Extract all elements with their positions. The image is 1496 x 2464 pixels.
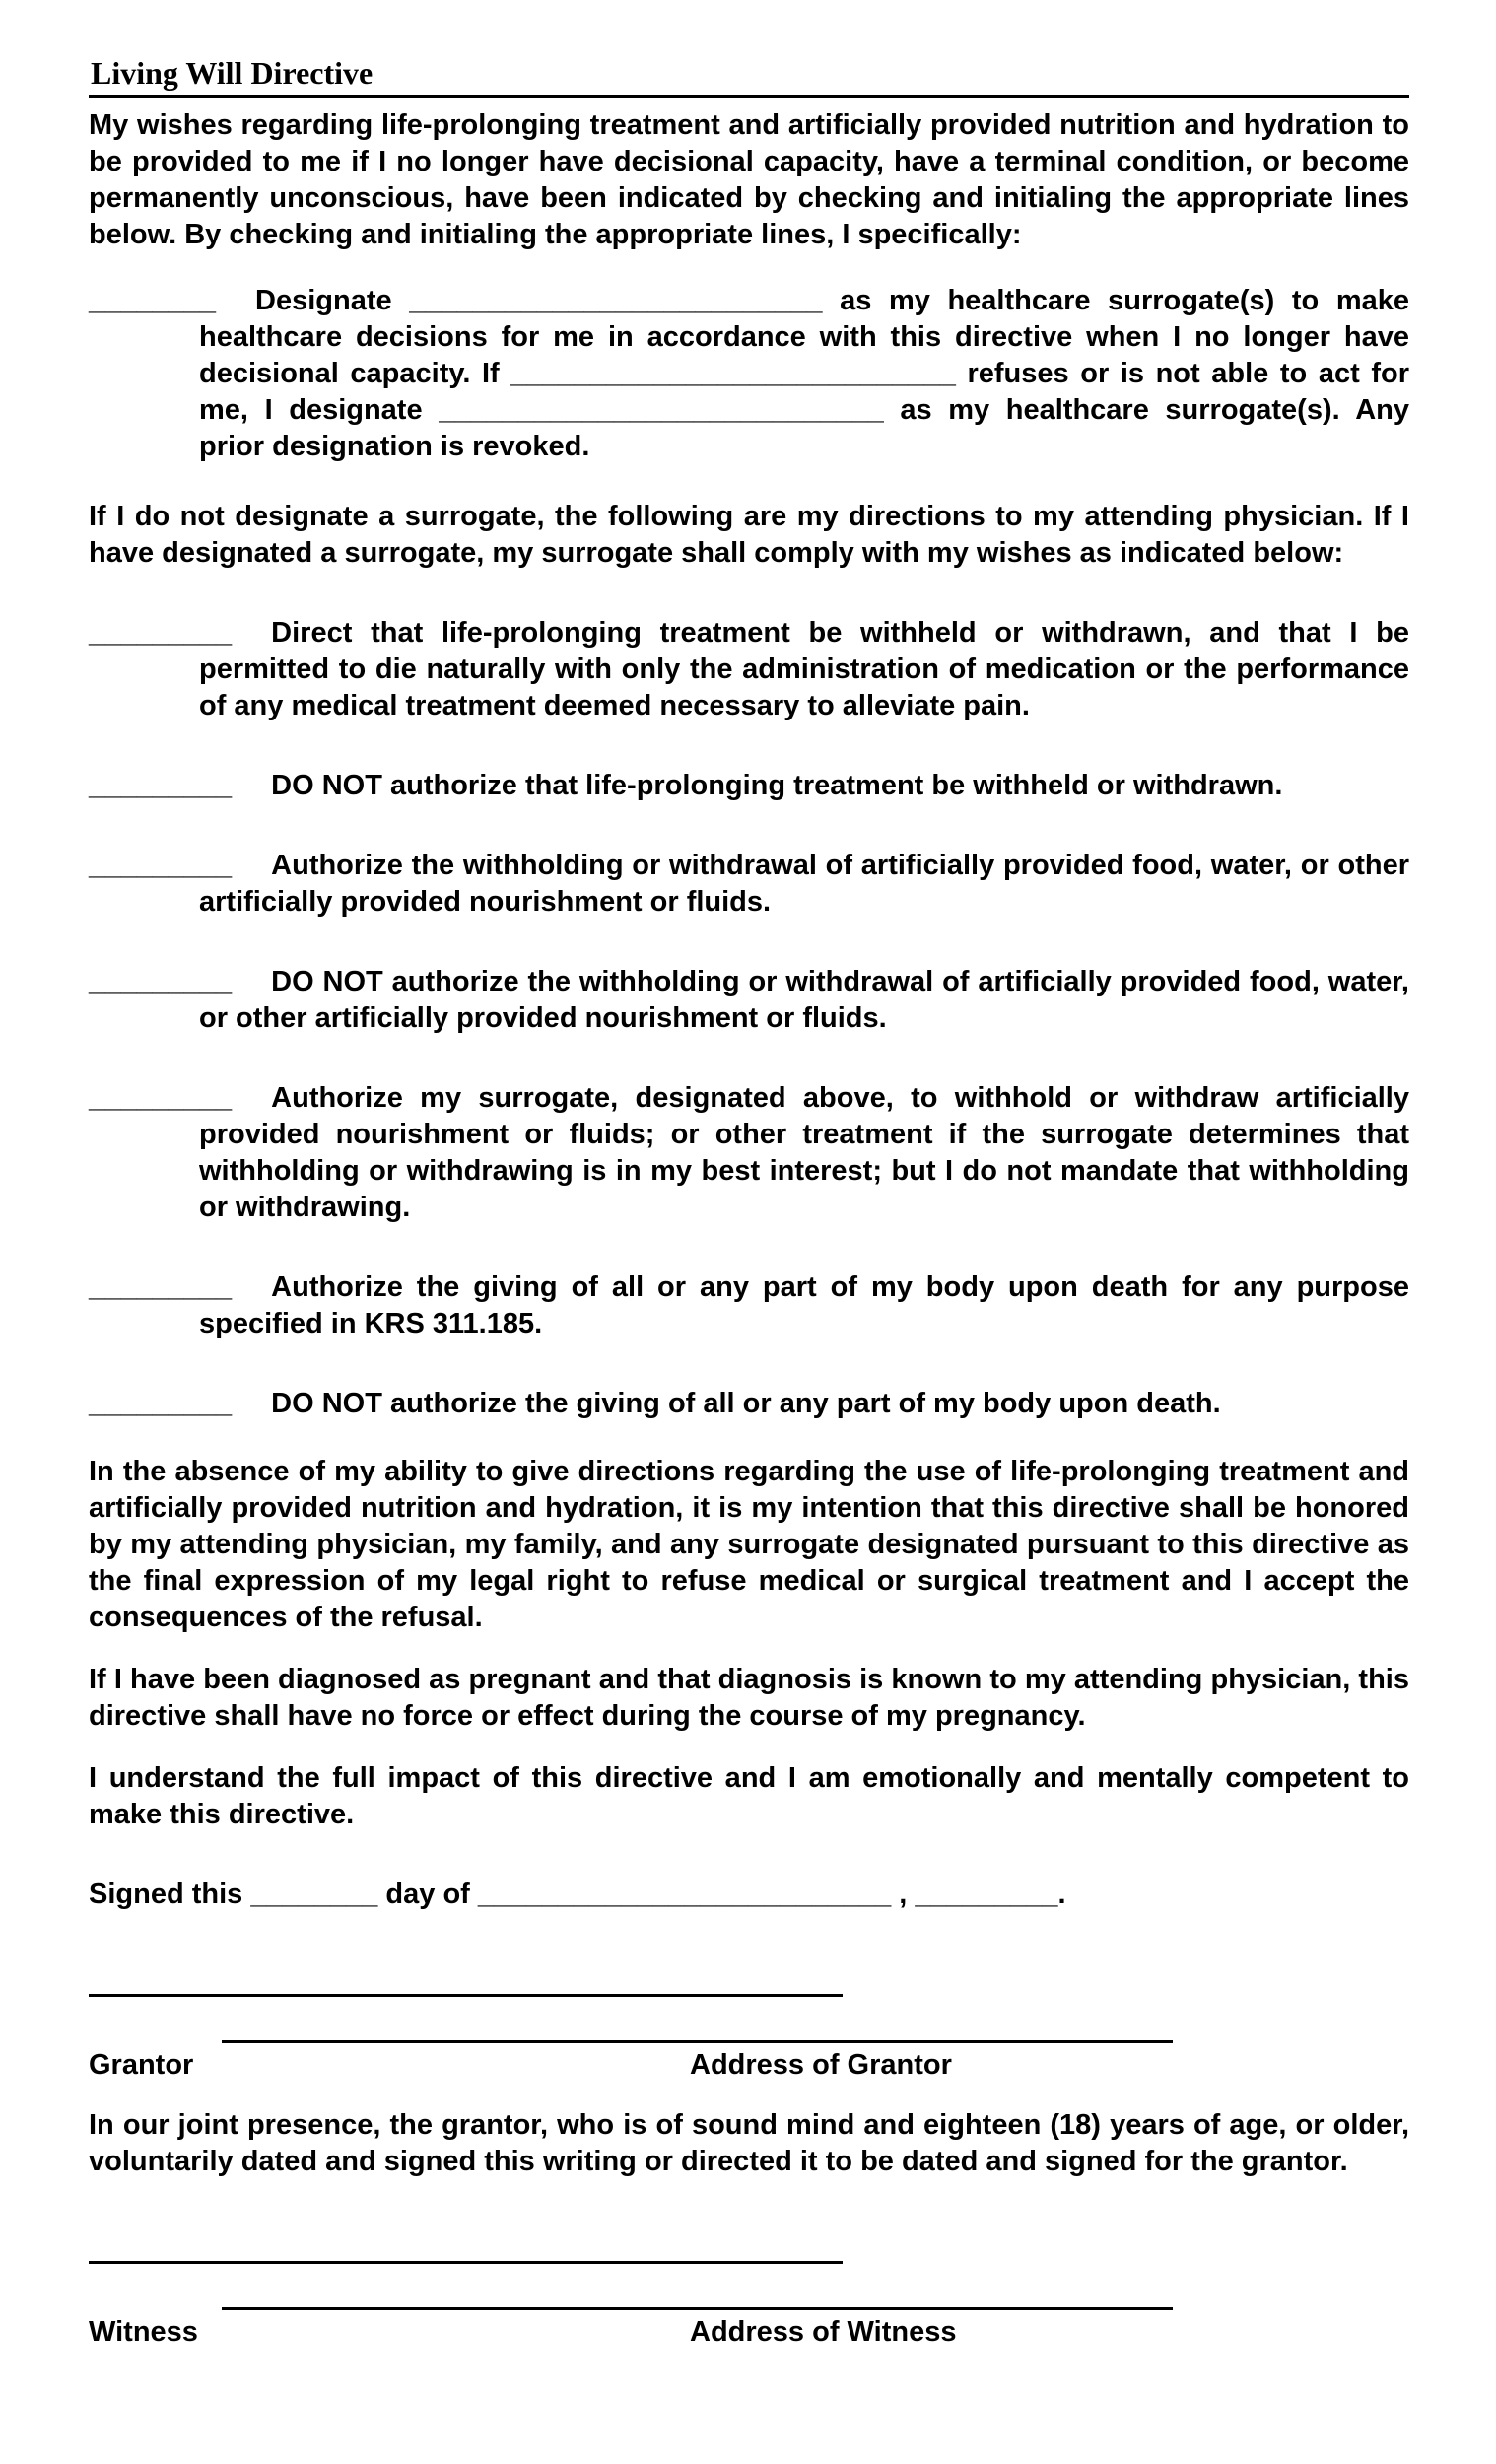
initial-blank: _________ <box>89 1082 233 1114</box>
document-header <box>89 55 1409 98</box>
grantor-address-label: Address of Grantor <box>690 2049 952 2081</box>
closing-paragraph-honor-directive: In the absence of my ability to give directions regarding the use of life-prolonging treatment and artificially provided nutrition and hydration, it is my intention that this directive shall be honored by my attending physician, my family, and any surrogate designated pursuant to this directive as the final expression of my legal right to refuse medical or surgical treatment and I accept the consequences of the refusal. <box>89 1456 1409 1633</box>
grantor-label-row <box>89 2047 1409 2084</box>
witness-signature-line <box>89 2261 843 2264</box>
initial-blank: _________ <box>89 770 233 801</box>
directive-item-text: DO NOT authorize the giving of all or any part of my body upon death. <box>271 1388 1221 1419</box>
initial-blank: ________ <box>89 285 217 316</box>
directive-item-authorize-withdraw-nourishment <box>89 848 1409 921</box>
initial-blank: _________ <box>89 1271 233 1303</box>
surrogate-note-paragraph: If I do not designate a surrogate, the following are my directions to my attending physician. If I have designated a surrogate, my surrogate shall comply with my wishes as indicated below: <box>89 501 1409 569</box>
grantor-address-line <box>222 2040 1173 2043</box>
designate-surrogate-text: Designate __________________________ as my healthcare surrogate(s) to make healthcare decisions for me in accordance with this directive when I no longer have decisional capacity. If ____________________________ refuses or is not able to act for me, I designate ____________________________ as my healthcare surrogate(s). Any prior designation is revoked. <box>199 285 1409 462</box>
directive-item-text: Authorize my surrogate, designated above, to withhold or withdraw artificially provided nourishment or fluids; or other treatment if the surrogate determines that withholding or withdrawing is in my best interest; but I do not mandate that withholding or withdrawing. <box>199 1082 1409 1223</box>
directive-item-text: Authorize the withholding or withdrawal of artificially provided food, water, or other artificially provided nourishment or fluids. <box>199 850 1409 918</box>
closing-paragraph-pregnancy: If I have been diagnosed as pregnant and that diagnosis is known to my attending physician, this directive shall have no force or effect during the course of my pregnancy. <box>89 1664 1409 1732</box>
directive-item-direct-withhold <box>89 615 1409 724</box>
witness-label: Witness <box>89 2316 198 2348</box>
directive-item-no-body-donation <box>89 1386 1409 1422</box>
initial-blank: _________ <box>89 850 233 881</box>
witness-address-label: Address of Witness <box>690 2316 957 2348</box>
directive-item-do-not-withhold <box>89 768 1409 804</box>
initial-blank: _________ <box>89 1388 233 1419</box>
grantor-label: Grantor <box>89 2049 194 2081</box>
directive-item-surrogate-authority <box>89 1080 1409 1226</box>
signed-date-line: Signed this ________ day of __________________________ , _________. <box>89 1879 1066 1910</box>
witness-address-line <box>222 2307 1173 2310</box>
directive-item-text: DO NOT authorize that life-prolonging treatment be withheld or withdrawn. <box>271 770 1283 801</box>
directive-item-text: Authorize the giving of all or any part of my body upon death for any purpose specified in KRS 311.185. <box>199 1271 1409 1339</box>
intro-paragraph: My wishes regarding life-prolonging treatment and artificially provided nutrition and hydration to be provided to me if I no longer have decisional capacity, have a terminal condition, or become permanently unconscious, have been indicated by checking and initialing the appropriate lines below. By checking and initialing the appropriate lines, I specifically: <box>89 109 1409 250</box>
page-title: Living Will Directive <box>91 55 374 91</box>
initial-blank: _________ <box>89 966 233 997</box>
witness-label-row <box>89 2314 1409 2351</box>
witness-attestation-paragraph: In our joint presence, the grantor, who is of sound mind and eighteen (18) years of age, or older, voluntarily dated and signed this writing or directed it to be dated and signed for the grantor. <box>89 2109 1409 2177</box>
directive-item-do-not-withdraw-nourishment <box>89 964 1409 1037</box>
closing-paragraph-competence: I understand the full impact of this directive and I am emotionally and mentally competent to make this directive. <box>89 1762 1409 1830</box>
grantor-signature-line <box>89 1994 843 1997</box>
directive-item-body-donation <box>89 1269 1409 1342</box>
initial-blank: _________ <box>89 617 233 649</box>
directive-item-text: Direct that life-prolonging treatment be withheld or withdrawn, and that I be permitted to die naturally with only the administration of medication or the performance of any medical treatment deemed necessary to alleviate pain. <box>199 617 1409 721</box>
witness-signature-block <box>89 2261 1409 2351</box>
grantor-signature-block <box>89 1994 1409 2084</box>
designate-surrogate-item <box>89 283 1409 465</box>
directive-item-text: DO NOT authorize the withholding or withdrawal of artificially provided food, water, or other artificially provided nourishment or fluids. <box>199 966 1409 1034</box>
